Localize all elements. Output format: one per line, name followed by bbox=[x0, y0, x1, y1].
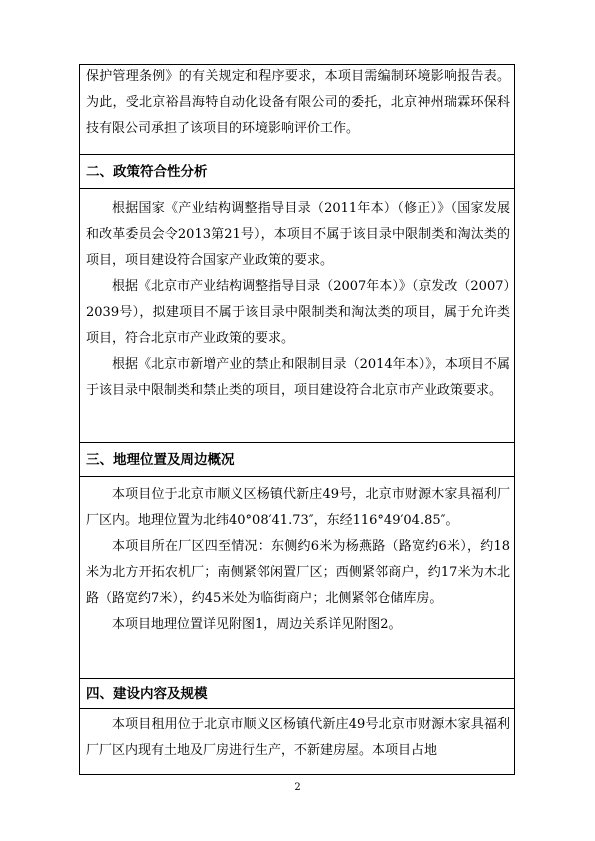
section-divider bbox=[79, 476, 515, 477]
location-block bbox=[86, 482, 510, 638]
section-divider bbox=[79, 188, 515, 189]
policy-paragraph-3: 根据《北京市新增产业的禁止和限制目录（2014年本）》，本项目不属于该目录中限制类和禁止类的项目，项目建设符合北京市产业政策要求。 bbox=[86, 357, 510, 398]
policy-paragraph-2: 根据《北京市产业结构调整指导目录（2007年本）》（京发改（2007）2039号），拟建项目不属于该目录中限制类和淘汰类的项目，属于允许类项目，符合北京市产业政策的要求。 bbox=[86, 279, 510, 346]
policy-paragraph-1: 根据国家《产业结构调整指导目录（2011年本）（修正）》（国家发展和改革委员会令2013第21号），本项目不属于该目录中限制类和淘汰类的项目，项目建设符合国家产业政策的要求。 bbox=[86, 201, 510, 268]
section-heading-construction: 四、建设内容及规模 bbox=[86, 686, 208, 702]
section-heading-location: 三、地理位置及周边概况 bbox=[86, 452, 235, 468]
page-number: 2 bbox=[294, 782, 301, 793]
intro-paragraph: 保护管理条例》的有关规定和程序要求，本项目需编制环境影响报告表。为此，受北京裕昌海特自动化设备有限公司的委托，北京神州瑞霖环保科技有限公司承担了该项目的环境影响评价工作。 bbox=[86, 69, 510, 136]
location-paragraph-3: 本项目地理位置详见附图1，周边关系详见附图2。 bbox=[112, 617, 402, 632]
location-paragraph-2: 本项目所在厂区四至情况：东侧约6米为杨燕路（路宽约6米），约18米为北方开拓农机厂；南侧紧邻闲置厂区；西侧紧邻商户，约17米为木北路（路宽约7米），约45米处为临街商户；北侧紧邻仓储库房。 bbox=[86, 539, 510, 606]
policy-block bbox=[86, 196, 510, 404]
section-divider bbox=[79, 442, 515, 443]
section-divider bbox=[79, 708, 515, 709]
section-divider bbox=[79, 154, 515, 155]
intro-block bbox=[86, 64, 510, 142]
section-divider bbox=[79, 678, 515, 679]
section-heading-policy: 二、政策符合性分析 bbox=[86, 164, 208, 180]
construction-paragraph-1: 本项目租用位于北京市顺义区杨镇代新庄49号北京市财源木家具福利厂厂区内现有土地及厂房进行生产，不新建房屋。本项目占地 bbox=[86, 717, 510, 758]
location-paragraph-1: 本项目位于北京市顺义区杨镇代新庄49号，北京市财源木家具福利厂厂区内。地理位置为北纬40°08′41.73″，东经116°49′04.85″。 bbox=[86, 487, 510, 528]
construction-block bbox=[86, 712, 510, 764]
